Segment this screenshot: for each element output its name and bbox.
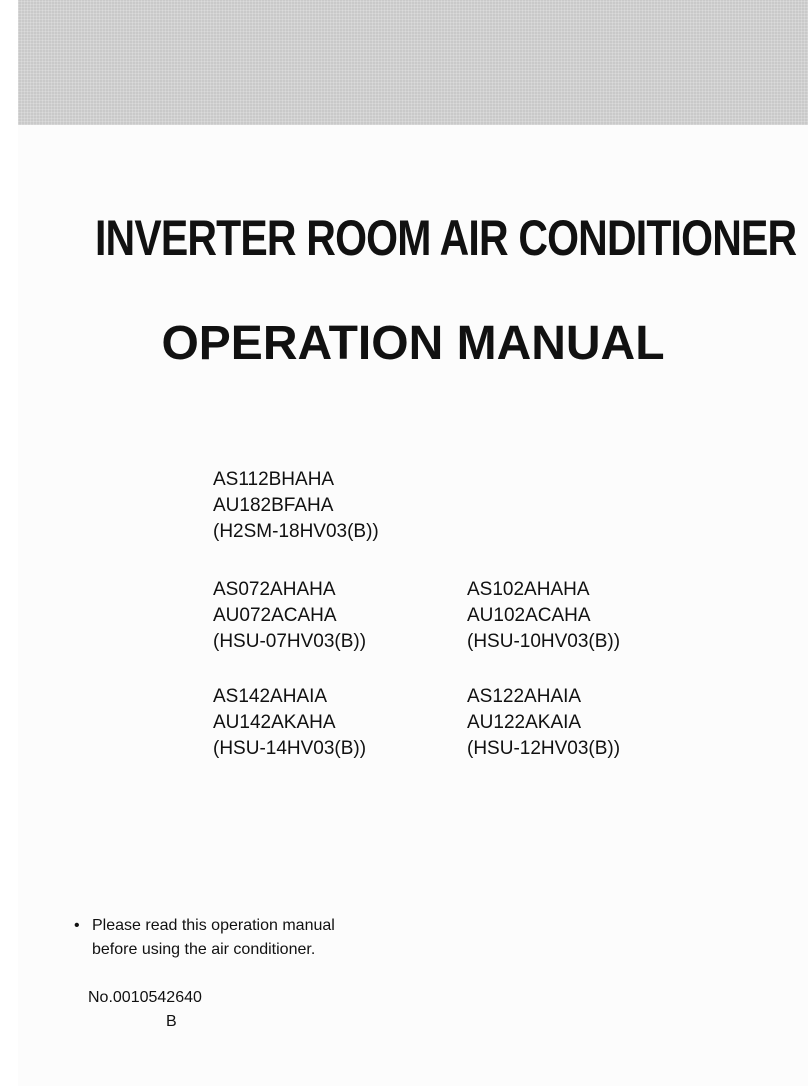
document-revision: B bbox=[166, 1013, 177, 1030]
manual-cover-page bbox=[18, 0, 808, 1086]
indoor-model: AS142AHAIA bbox=[213, 686, 328, 707]
model-group-14 bbox=[213, 684, 366, 762]
document-title-text: INVERTER ROOM AIR CONDITIONER bbox=[94, 210, 797, 266]
model-group-18 bbox=[213, 467, 379, 545]
note-line-2: before using the air conditioner. bbox=[92, 941, 316, 958]
read-manual-note bbox=[74, 914, 335, 962]
model-code: (HSU-12HV03(B)) bbox=[467, 738, 621, 759]
model-group-10 bbox=[467, 577, 620, 655]
note-line-1: Please read this operation manual bbox=[92, 917, 335, 934]
indoor-model: AS122AHAIA bbox=[467, 686, 582, 707]
bullet-icon: • bbox=[74, 917, 80, 934]
indoor-model: AS072AHAHA bbox=[213, 579, 336, 600]
indoor-model: AS102AHAHA bbox=[467, 579, 590, 600]
document-title bbox=[18, 208, 808, 268]
outdoor-model: AU142AKAHA bbox=[213, 712, 336, 733]
model-code: (HSU-14HV03(B)) bbox=[213, 738, 367, 759]
header-band bbox=[18, 0, 808, 125]
document-number: No.0010542640 bbox=[88, 989, 202, 1006]
model-code: (HSU-07HV03(B)) bbox=[213, 631, 367, 652]
outdoor-model: AU182BFAHA bbox=[213, 495, 334, 516]
model-group-07 bbox=[213, 577, 366, 655]
document-subtitle: OPERATION MANUAL bbox=[161, 317, 665, 370]
outdoor-model: AU072ACAHA bbox=[213, 605, 337, 626]
model-group-12 bbox=[467, 684, 620, 762]
indoor-model: AS112BHAHA bbox=[213, 469, 335, 490]
outdoor-model: AU102ACAHA bbox=[467, 605, 591, 626]
model-code: (HSU-10HV03(B)) bbox=[467, 631, 621, 652]
model-code: (H2SM-18HV03(B)) bbox=[213, 521, 379, 542]
outdoor-model: AU122AKAIA bbox=[467, 712, 582, 733]
